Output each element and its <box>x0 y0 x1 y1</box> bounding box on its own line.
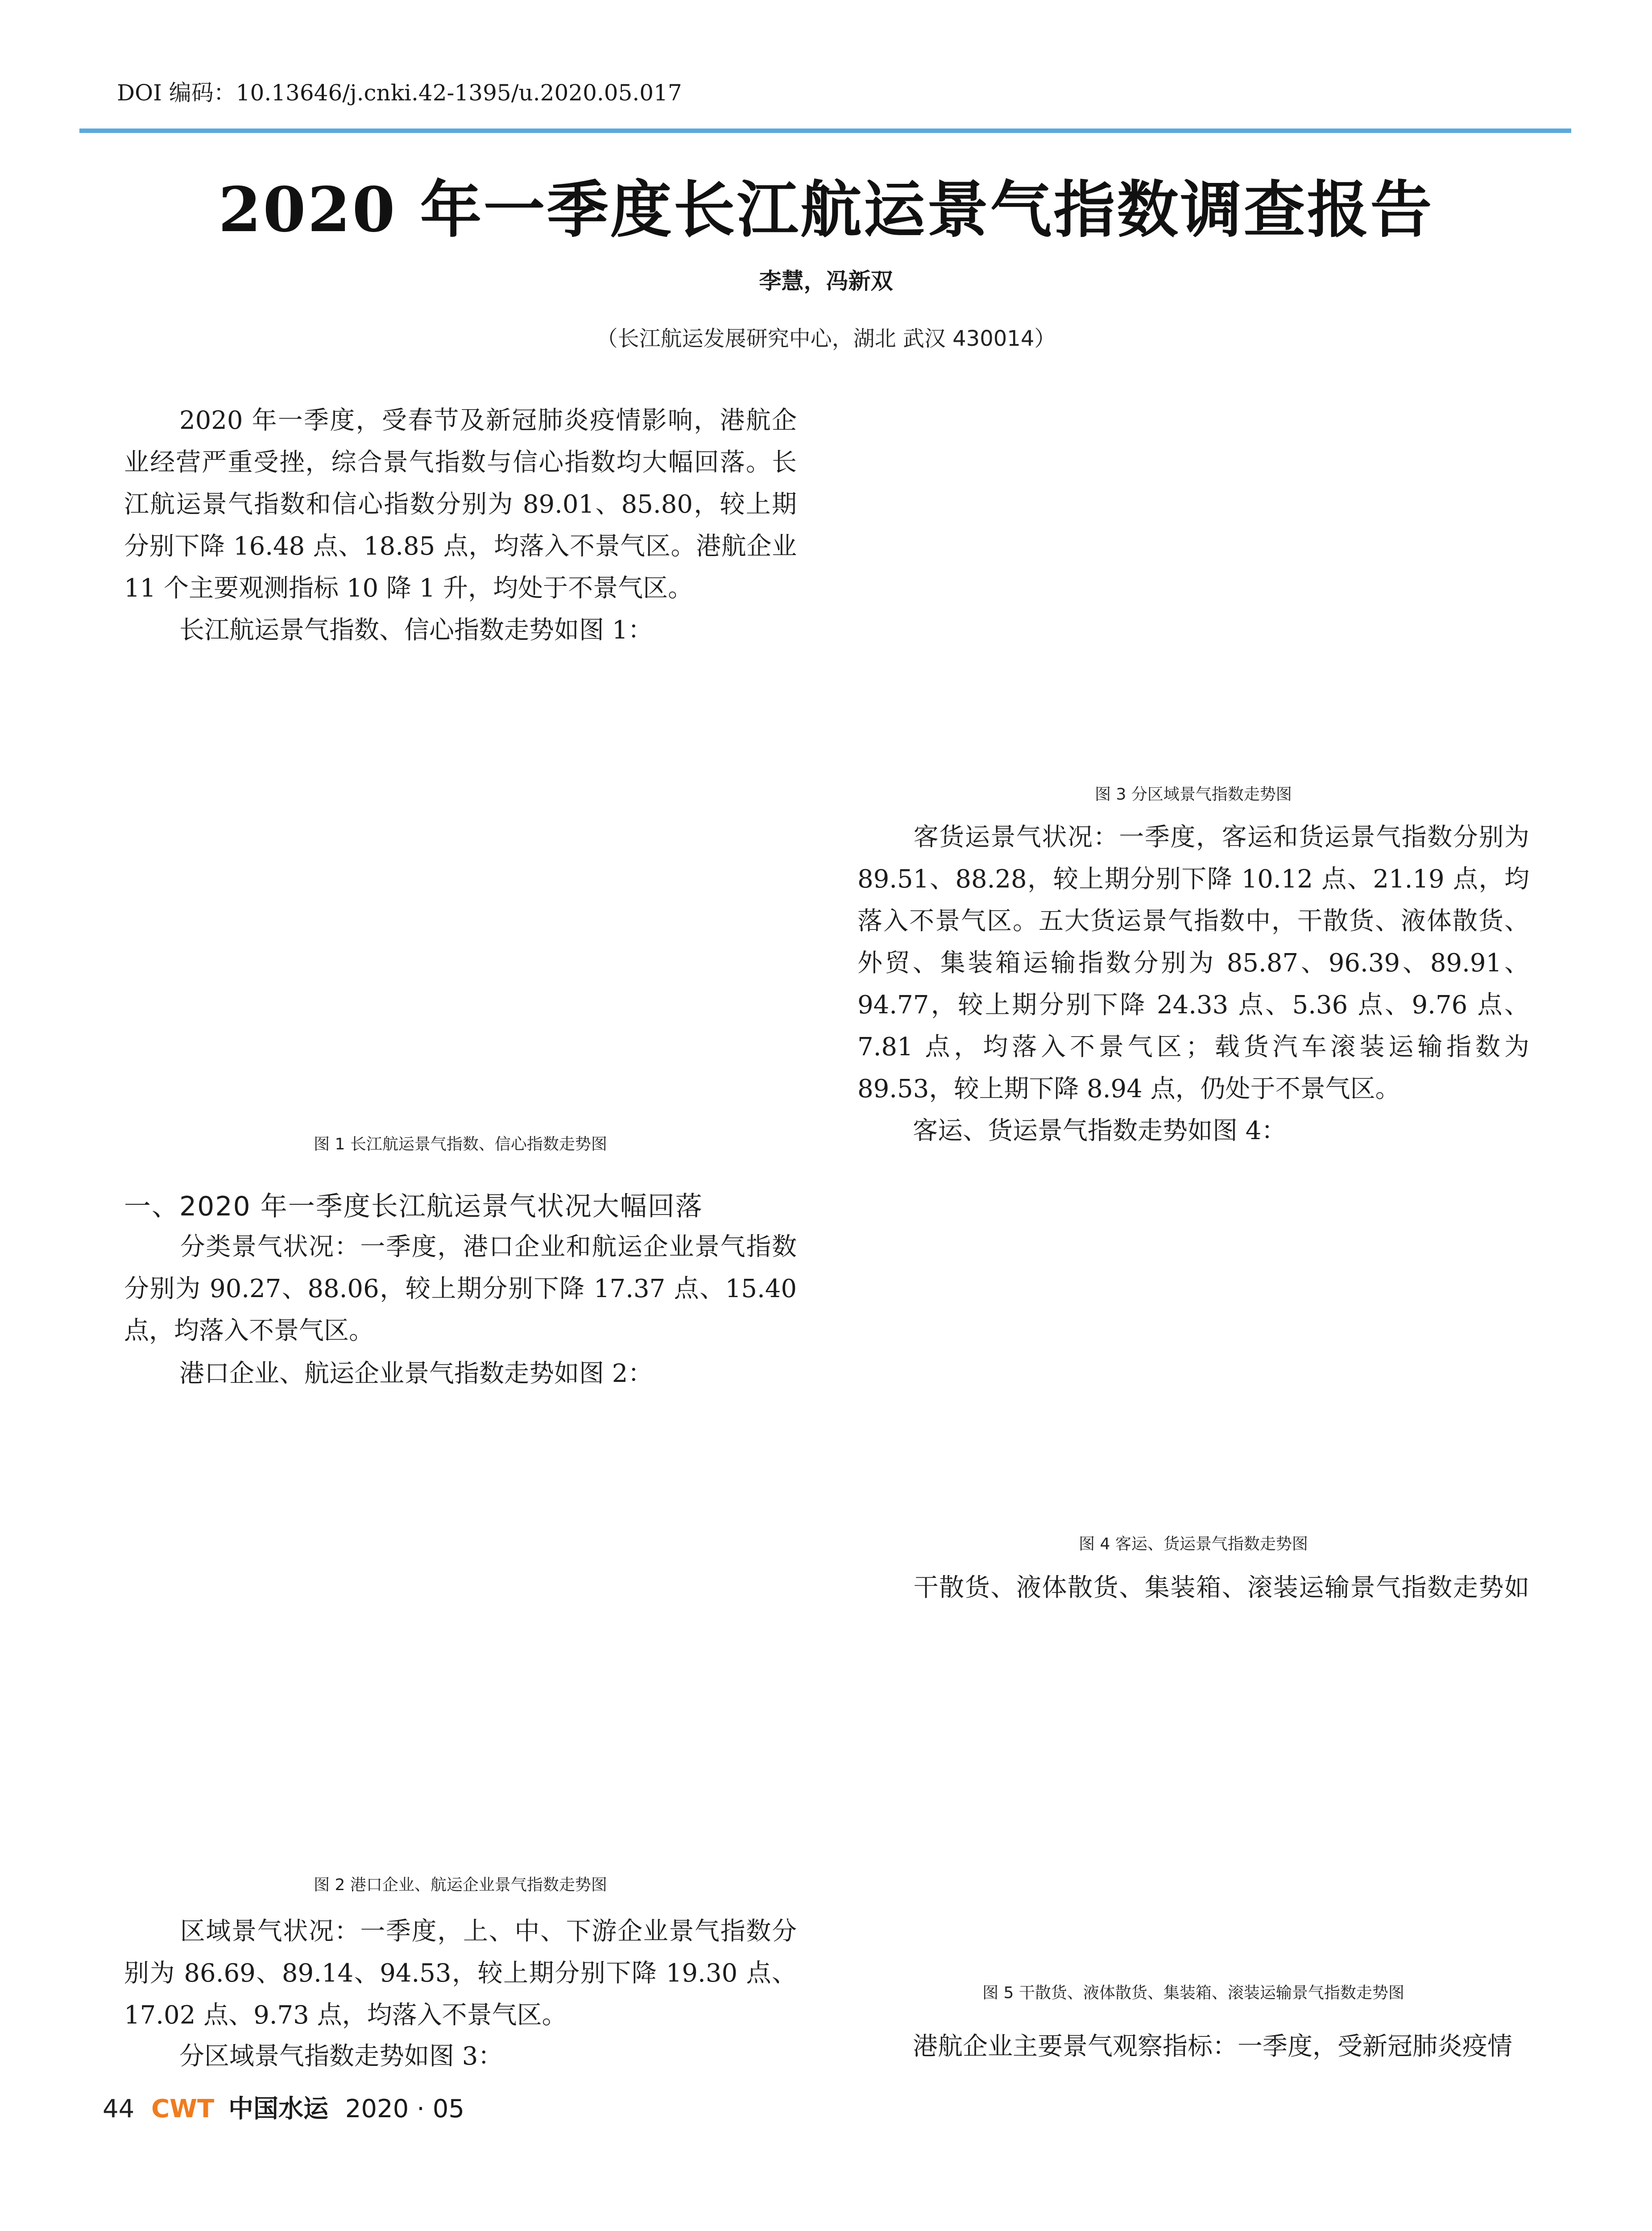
figure-2-caption: 图 2 港口企业、航运企业景气指数走势图 <box>314 1876 607 1894</box>
category-paragraph: 分类景气状况：一季度，港口企业和航运企业景气指数分别为 90.27、88.06，较上期分别下降 17.37 点、15.40 点，均落入不景气区。 <box>124 1232 797 1345</box>
indicators-paragraph: 港航企业主要景气观察指标：一季度，受新冠肺炎疫情 <box>913 2032 1512 2061</box>
figure-3-placeholder <box>857 400 1529 770</box>
fig4-intro: 客运、货运景气指数走势如图 4： <box>913 1116 1287 1145</box>
fig2-intro: 港口企业、航运企业景气指数走势如图 2： <box>179 1359 653 1388</box>
article-title: 2020 年一季度长江航运景气指数调查报告 <box>218 173 1434 246</box>
figure-4-placeholder <box>857 1160 1529 1517</box>
header-rule <box>79 129 1571 133</box>
authors: 李慧，冯新双 <box>759 268 893 294</box>
page-number: 44 <box>103 2094 135 2123</box>
figure-5-placeholder <box>857 1615 1529 1968</box>
fig5-intro: 干散货、液体散货、集装箱、滚装运输景气指数走势如 <box>913 1573 1529 1602</box>
region-paragraph: 区域景气状况：一季度，上、中、下游企业景气指数分别为 86.69、89.14、94.53，较上期分别下降 19.30 点、17.02 点、9.73 点，均落入不景气区。 <box>124 1917 797 2030</box>
figure-1-caption: 图 1 长江航运景气指数、信心指数走势图 <box>314 1135 607 1153</box>
affiliation: （长江航运发展研究中心，湖北 武汉 430014） <box>596 326 1056 351</box>
figure-3-caption: 图 3 分区域景气指数走势图 <box>1095 785 1292 804</box>
doi-line: DOI 编码：10.13646/j.cnki.42-1395/u.2020.05.017 <box>117 80 682 106</box>
brand-logo-text: CWT <box>151 2094 215 2123</box>
fig1-intro: 长江航运景气指数、信心指数走势如图 1： <box>179 616 653 645</box>
magazine-name: 中国水运 <box>228 2094 328 2123</box>
intro-paragraph: 2020 年一季度，受春节及新冠肺炎疫情影响，港航企业经营严重受挫，综合景气指数与信心指数均大幅回落。长江航运景气指数和信心指数分别为 89.01、85.80，较上期分别下降 16.48 点、18.85 点，均落入不景气区。港航企业 11 个主要观测指标 10 降 1 升，均处于不景气区。 <box>124 406 797 603</box>
fig3-intro: 分区域景气指数走势如图 3： <box>179 2042 503 2071</box>
figure-1-placeholder <box>124 660 797 1098</box>
cargo-paragraph: 客货运景气状况：一季度，客运和货运景气指数分别为 89.51、88.28，较上期分别下降 10.12 点、21.19 点，均落入不景气区。五大货运景气指数中，干散货、液体散货、外贸、集装箱运输指数分别为 85.87、96.39、89.91、94.77，较上期分别下降 24.33 点、5.36 点、9.76 点、7.81 点，均落入不景气区；载货汽车滚装运输指数为 89.53，较上期下降 8.94 点，仍处于不景气区。 <box>857 823 1529 1103</box>
section-heading: 一、2020 年一季度长江航运景气状况大幅回落 <box>124 1191 703 1222</box>
figure-2-placeholder <box>124 1401 797 1852</box>
figure-5-caption: 图 5 干散货、液体散货、集装箱、滚装运输景气指数走势图 <box>982 1984 1404 2002</box>
issue-number: 2020 · 05 <box>345 2094 464 2123</box>
figure-4-caption: 图 4 客运、货运景气指数走势图 <box>1079 1535 1308 1553</box>
page-footer <box>103 2089 464 2125</box>
